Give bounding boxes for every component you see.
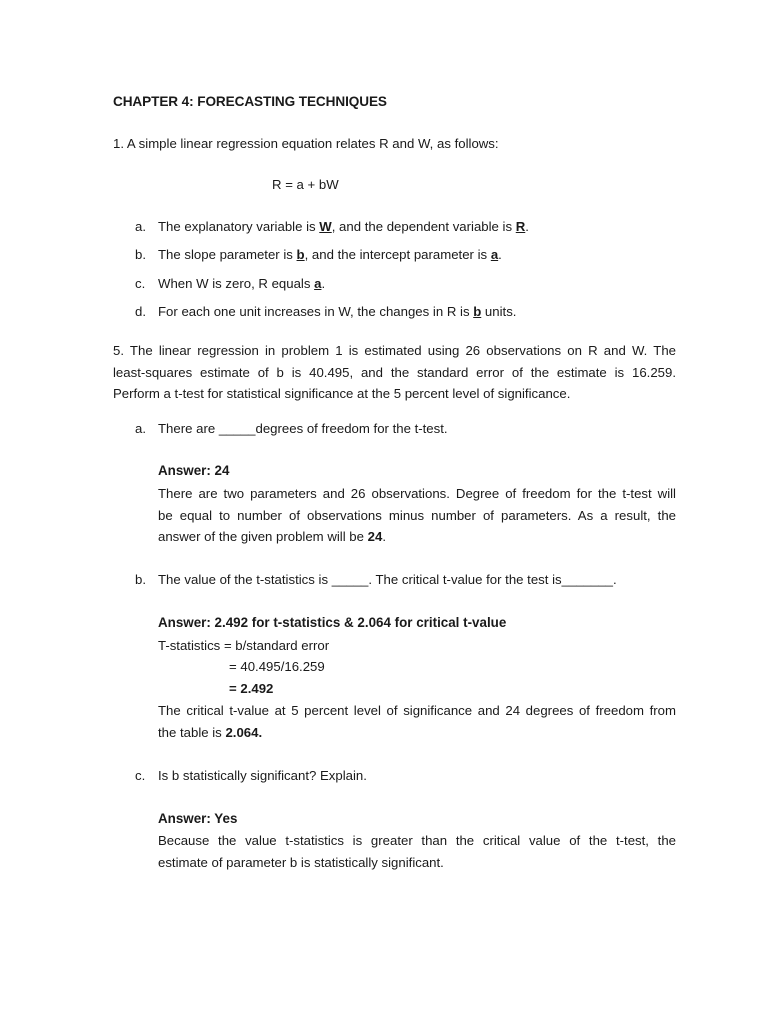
answer-a-text-line-1: There are two parameters and 26 observations. Degree of freedom for the t-test will <box>158 486 676 501</box>
answer-keyword: W <box>319 219 332 234</box>
question-5-line-1: 5. The linear regression in problem 1 is estimated using 26 observations on R and W. The <box>113 343 676 358</box>
answer-b-heading: Answer: 2.492 for t-statistics & 2.064 for critical t-value <box>158 615 507 630</box>
regression-equation: R = a + bW <box>272 177 339 192</box>
answer-keyword: b <box>473 304 482 319</box>
item-marker: d. <box>135 304 146 319</box>
t-statistic-formula: T-statistics = b/standard error <box>158 638 330 653</box>
q1-item-d: d. For each one unit increases in W, the changes in R is b units. <box>135 304 517 319</box>
q5-item-c-question: c. Is b statistically significant? Explain. <box>135 768 367 783</box>
t-statistic-result: = 2.492 <box>229 681 274 696</box>
answer-c-text-line-2: estimate of parameter b is statistically significant. <box>158 855 444 870</box>
q1-item-c: c. When W is zero, R equals a. <box>135 276 326 291</box>
answer-keyword: a <box>314 276 322 291</box>
answer-a-text-line-3: answer of the given problem will be 24. <box>158 529 386 544</box>
item-marker: c. <box>135 276 146 291</box>
chapter-title: CHAPTER 4: FORECASTING TECHNIQUES <box>113 94 387 109</box>
q1-item-a: a. The explanatory variable is W, and the dependent variable is R. <box>135 219 529 234</box>
t-statistic-substitution: = 40.495/16.259 <box>229 659 325 674</box>
q5-item-b-question: b. The value of the t-statistics is _____. The critical t-value for the test is_______. <box>135 572 617 587</box>
answer-keyword: a <box>490 247 499 262</box>
item-marker: b. <box>135 247 146 262</box>
q1-item-b: b. The slope parameter is b, and the intercept parameter is a. <box>135 247 502 262</box>
answer-a-text-line-2: be equal to number of observations minus number of parameters. As a result, the <box>158 508 676 523</box>
item-marker: a. <box>135 421 146 436</box>
answer-a-heading: Answer: 24 <box>158 463 230 478</box>
question-1-intro: 1. A simple linear regression equation relates R and W, as follows: <box>113 136 499 151</box>
answer-keyword: R <box>515 219 526 234</box>
answer-keyword: b <box>296 247 305 262</box>
question-5-line-2: least-squares estimate of b is 40.495, and the standard error of the estimate is 16.259. <box>113 365 676 380</box>
item-marker: b. <box>135 572 146 587</box>
item-marker: a. <box>135 219 146 234</box>
q5-item-a-question: a. There are _____degrees of freedom for the t-test. <box>135 421 448 436</box>
answer-b-text-line-2: the table is 2.064. <box>158 725 263 740</box>
answer-c-text-line-1: Because the value t-statistics is greater than the critical value of the t-test, the <box>158 833 676 848</box>
question-5-line-3: Perform a t-test for statistical significance at the 5 percent level of significance. <box>113 386 571 401</box>
answer-b-text-line-1: The critical t-value at 5 percent level of significance and 24 degrees of freedom from <box>158 703 676 718</box>
answer-c-heading: Answer: Yes <box>158 811 238 826</box>
item-marker: c. <box>135 768 146 783</box>
